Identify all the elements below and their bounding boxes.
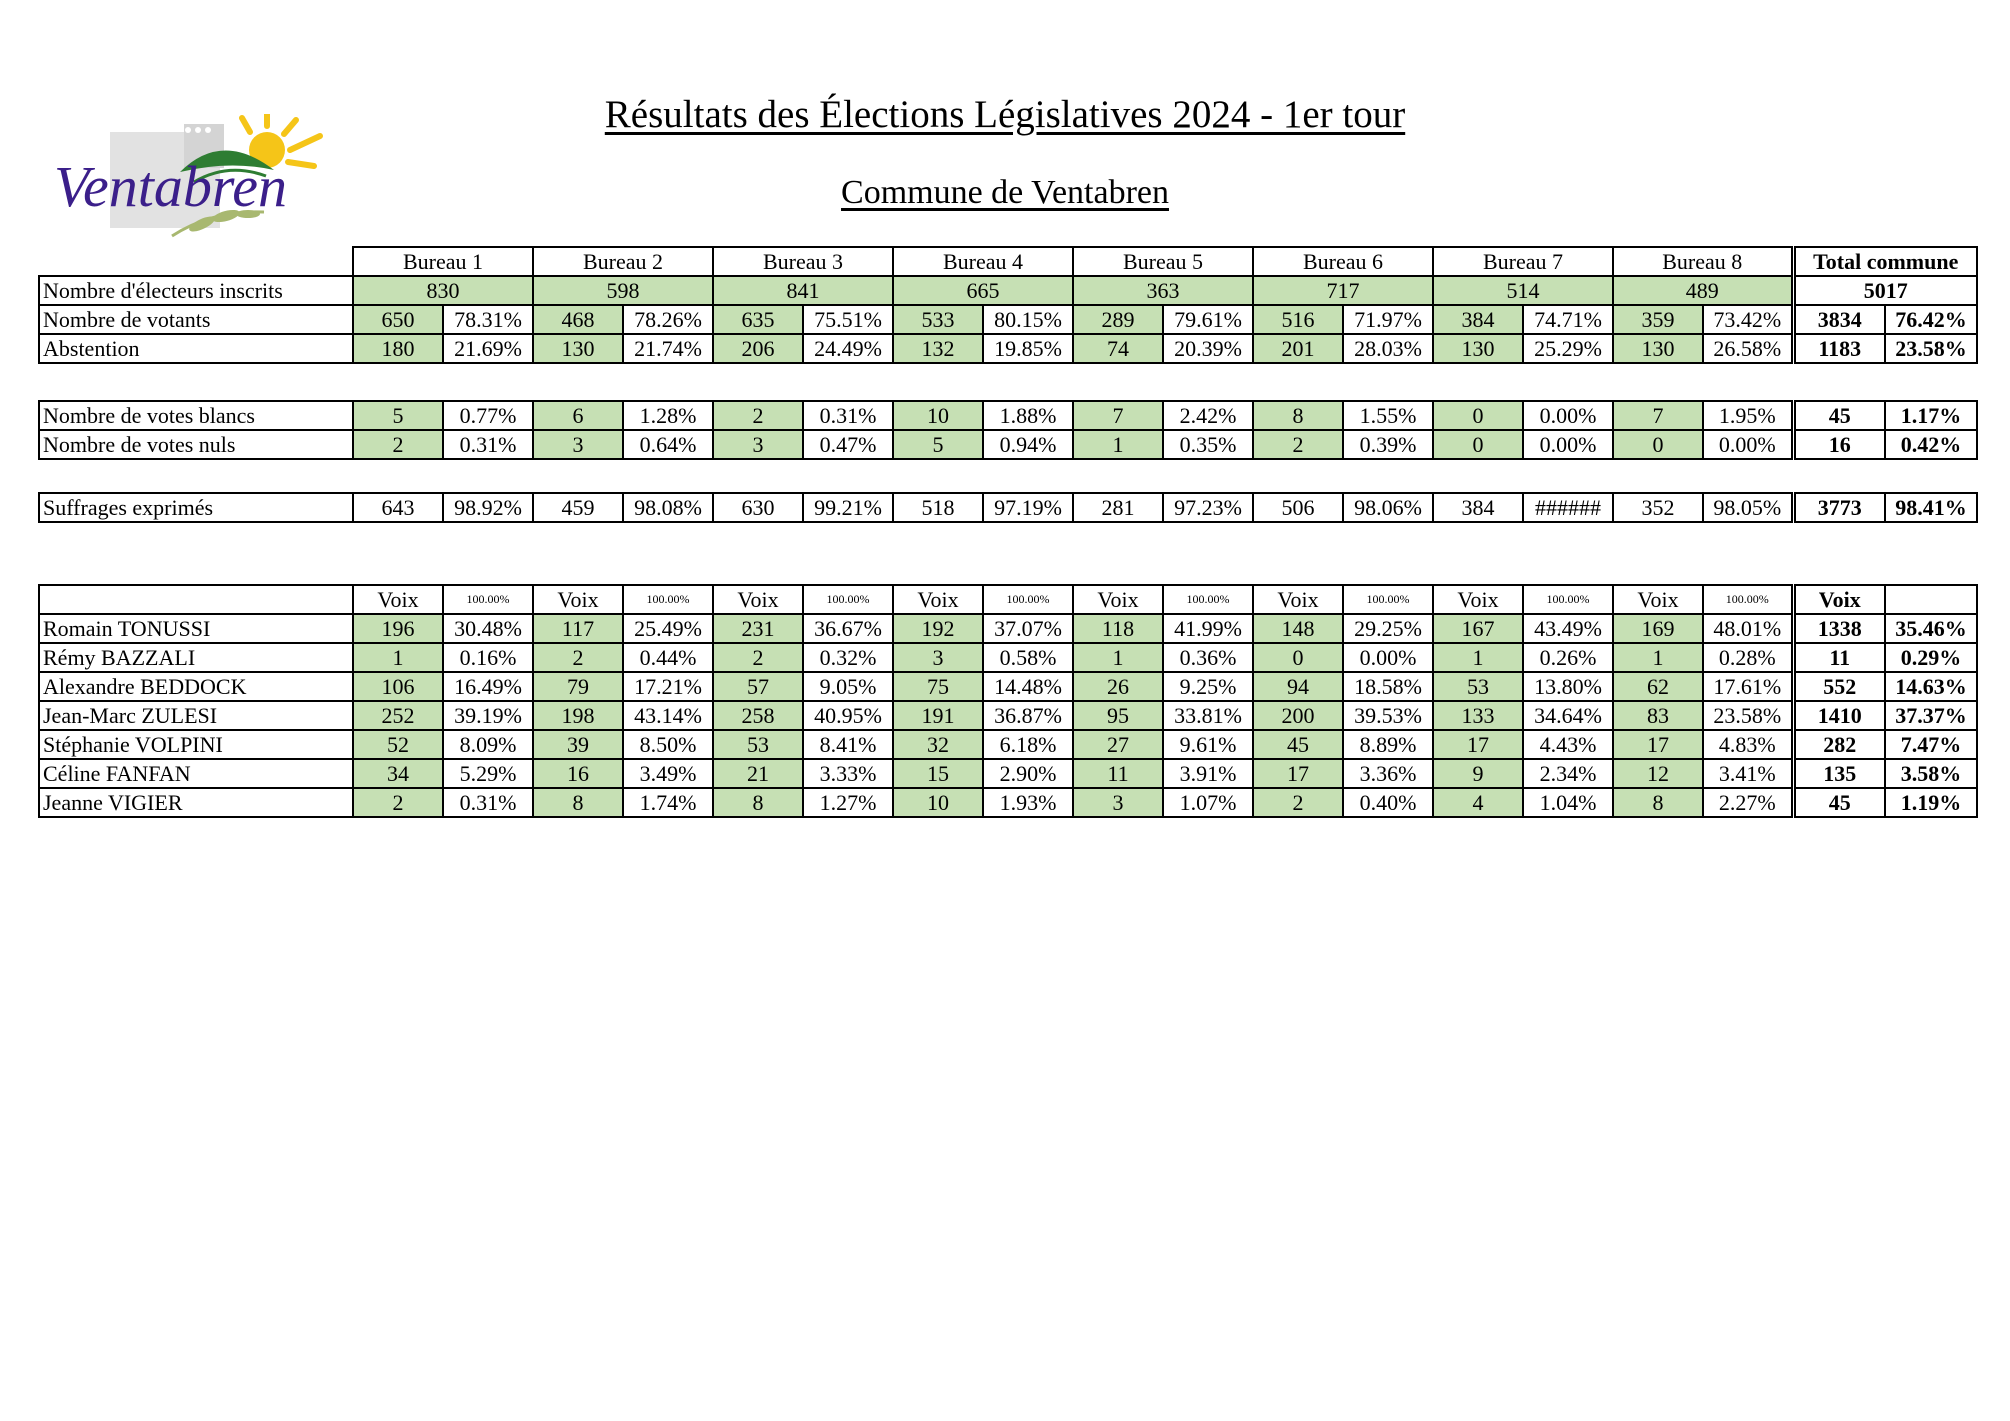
candidate-percent: 1.07% <box>1163 788 1253 817</box>
bureau-count: 533 <box>893 305 983 334</box>
bureau-count: 841 <box>713 276 893 305</box>
total-count: 45 <box>1793 401 1885 430</box>
candidate-name: Rémy BAZZALI <box>39 643 353 672</box>
candidate-percent: 0.00% <box>1343 643 1433 672</box>
bureau-header: Bureau 6 <box>1253 247 1433 276</box>
candidate-row <box>39 730 1977 759</box>
candidate-total-votes: 135 <box>1793 759 1885 788</box>
percent-header: 100.00% <box>983 585 1073 614</box>
empty-corner <box>39 247 353 276</box>
candidate-percent: 18.58% <box>1343 672 1433 701</box>
bureau-count: 384 <box>1433 493 1523 522</box>
candidate-name: Stéphanie VOLPINI <box>39 730 353 759</box>
bureau-count: 5 <box>893 430 983 459</box>
candidate-votes: 9 <box>1433 759 1523 788</box>
bureau-count: 2 <box>1253 430 1343 459</box>
candidate-percent: 0.40% <box>1343 788 1433 817</box>
candidate-percent: 9.25% <box>1163 672 1253 701</box>
bureau-header-row <box>39 247 1977 276</box>
candidate-votes: 10 <box>893 788 983 817</box>
bureau-percent: 28.03% <box>1343 334 1433 363</box>
bureau-percent: 26.58% <box>1703 334 1793 363</box>
bureau-count: 635 <box>713 305 803 334</box>
voix-header: Voix <box>353 585 443 614</box>
bureau-percent: 0.64% <box>623 430 713 459</box>
candidate-percent: 3.33% <box>803 759 893 788</box>
percent-header: 100.00% <box>1163 585 1253 614</box>
candidate-percent: 0.32% <box>803 643 893 672</box>
bureau-count: 506 <box>1253 493 1343 522</box>
total-percent: 98.41% <box>1885 493 1977 522</box>
total-count: 3834 <box>1793 305 1885 334</box>
candidate-total-percent: 35.46% <box>1885 614 1977 643</box>
candidate-row <box>39 701 1977 730</box>
total-count: 3773 <box>1793 493 1885 522</box>
bureau-percent: 21.69% <box>443 334 533 363</box>
abstention-row <box>39 334 1977 363</box>
candidate-total-votes: 1410 <box>1793 701 1885 730</box>
candidate-percent: 9.61% <box>1163 730 1253 759</box>
candidate-votes: 1 <box>353 643 443 672</box>
bureau-percent: 24.49% <box>803 334 893 363</box>
candidate-votes: 16 <box>533 759 623 788</box>
candidate-percent: 43.49% <box>1523 614 1613 643</box>
candidate-votes: 133 <box>1433 701 1523 730</box>
bureau-percent: 78.31% <box>443 305 533 334</box>
bureau-percent: 0.77% <box>443 401 533 430</box>
bureau-header: Bureau 2 <box>533 247 713 276</box>
candidate-votes: 192 <box>893 614 983 643</box>
bureau-percent: 75.51% <box>803 305 893 334</box>
total-percent: 0.42% <box>1885 430 1977 459</box>
candidate-percent: 8.89% <box>1343 730 1433 759</box>
candidate-percent: 3.41% <box>1703 759 1793 788</box>
percent-header: 100.00% <box>803 585 893 614</box>
empty-corner <box>39 585 353 614</box>
voix-header: Voix <box>713 585 803 614</box>
candidate-percent: 0.58% <box>983 643 1073 672</box>
candidate-votes: 53 <box>1433 672 1523 701</box>
percent-header: 100.00% <box>1703 585 1793 614</box>
bureau-count: 0 <box>1433 430 1523 459</box>
bureau-header: Bureau 8 <box>1613 247 1793 276</box>
bureau-percent: 20.39% <box>1163 334 1253 363</box>
bureau-percent: 0.00% <box>1523 401 1613 430</box>
candidate-votes: 26 <box>1073 672 1163 701</box>
candidate-percent: 25.49% <box>623 614 713 643</box>
bureau-percent: 21.74% <box>623 334 713 363</box>
candidate-percent: 36.67% <box>803 614 893 643</box>
page-subtitle: Commune de Ventabren <box>841 174 1169 211</box>
candidate-percent: 43.14% <box>623 701 713 730</box>
bureau-percent: 0.00% <box>1703 430 1793 459</box>
row-label: Suffrages exprimés <box>39 493 353 522</box>
candidate-percent: 39.53% <box>1343 701 1433 730</box>
bureau-count: 3 <box>713 430 803 459</box>
bureau-count: 201 <box>1253 334 1343 363</box>
candidate-percent: 3.36% <box>1343 759 1433 788</box>
candidate-total-percent: 0.29% <box>1885 643 1977 672</box>
candidate-row <box>39 672 1977 701</box>
candidate-total-percent: 3.58% <box>1885 759 1977 788</box>
candidate-votes: 169 <box>1613 614 1703 643</box>
candidate-name: Jeanne VIGIER <box>39 788 353 817</box>
row-label: Nombre de votes blancs <box>39 401 353 430</box>
candidate-votes: 2 <box>1253 788 1343 817</box>
candidate-percent: 30.48% <box>443 614 533 643</box>
candidate-votes: 0 <box>1253 643 1343 672</box>
bureau-count: 643 <box>353 493 443 522</box>
bureau-count: 10 <box>893 401 983 430</box>
candidate-votes: 231 <box>713 614 803 643</box>
candidate-votes: 21 <box>713 759 803 788</box>
total-count: 16 <box>1793 430 1885 459</box>
bureau-count: 2 <box>353 430 443 459</box>
candidate-percent: 34.64% <box>1523 701 1613 730</box>
bureau-count: 630 <box>713 493 803 522</box>
voix-header: Voix <box>893 585 983 614</box>
expressed-votes-table <box>38 492 1978 523</box>
bureau-percent: 97.23% <box>1163 493 1253 522</box>
candidate-row <box>39 643 1977 672</box>
candidate-percent: 0.16% <box>443 643 533 672</box>
candidate-votes: 8 <box>1613 788 1703 817</box>
candidate-votes: 118 <box>1073 614 1163 643</box>
bureau-count: 0 <box>1613 430 1703 459</box>
candidate-percent: 0.28% <box>1703 643 1793 672</box>
bureau-count: 5 <box>353 401 443 430</box>
bureau-count: 289 <box>1073 305 1163 334</box>
candidate-percent: 36.87% <box>983 701 1073 730</box>
nuls-row <box>39 430 1977 459</box>
candidate-percent: 2.34% <box>1523 759 1613 788</box>
bureau-header: Bureau 4 <box>893 247 1073 276</box>
candidate-votes: 34 <box>353 759 443 788</box>
candidate-votes: 106 <box>353 672 443 701</box>
bureau-count: 130 <box>533 334 623 363</box>
bureau-percent: 98.08% <box>623 493 713 522</box>
percent-header: 100.00% <box>1343 585 1433 614</box>
bureau-count: 130 <box>1613 334 1703 363</box>
candidate-percent: 23.58% <box>1703 701 1793 730</box>
candidate-votes: 83 <box>1613 701 1703 730</box>
candidate-total-percent: 14.63% <box>1885 672 1977 701</box>
candidate-votes: 8 <box>533 788 623 817</box>
candidate-percent: 17.61% <box>1703 672 1793 701</box>
bureau-count: 518 <box>893 493 983 522</box>
candidate-total-votes: 11 <box>1793 643 1885 672</box>
candidate-total-votes: 45 <box>1793 788 1885 817</box>
bureau-percent: 19.85% <box>983 334 1073 363</box>
bureau-percent: 25.29% <box>1523 334 1613 363</box>
bureau-percent: 80.15% <box>983 305 1073 334</box>
total-header: Total commune <box>1793 247 1977 276</box>
candidate-total-percent: 37.37% <box>1885 701 1977 730</box>
candidate-percent: 1.93% <box>983 788 1073 817</box>
row-label: Nombre de votes nuls <box>39 430 353 459</box>
total-percent: 1.17% <box>1885 401 1977 430</box>
bureau-count: 352 <box>1613 493 1703 522</box>
bureau-percent: 78.26% <box>623 305 713 334</box>
total-voix-header: Voix <box>1793 585 1885 614</box>
bureau-percent: 71.97% <box>1343 305 1433 334</box>
blank-null-votes-table <box>38 400 1978 460</box>
candidate-total-percent: 7.47% <box>1885 730 1977 759</box>
candidate-votes: 11 <box>1073 759 1163 788</box>
row-label: Nombre d'électeurs inscrits <box>39 276 353 305</box>
candidate-votes: 191 <box>893 701 983 730</box>
candidate-name: Céline FANFAN <box>39 759 353 788</box>
bureau-count: 598 <box>533 276 713 305</box>
bureau-percent: 0.94% <box>983 430 1073 459</box>
candidate-percent: 2.90% <box>983 759 1073 788</box>
candidate-votes: 2 <box>533 643 623 672</box>
candidate-votes: 75 <box>893 672 983 701</box>
bureau-count: 665 <box>893 276 1073 305</box>
bureau-percent: 0.47% <box>803 430 893 459</box>
bureau-percent: 1.28% <box>623 401 713 430</box>
candidate-votes: 8 <box>713 788 803 817</box>
candidate-votes: 95 <box>1073 701 1163 730</box>
bureau-count: 489 <box>1613 276 1793 305</box>
total-percent: 23.58% <box>1885 334 1977 363</box>
candidate-votes: 94 <box>1253 672 1343 701</box>
bureau-percent: 98.06% <box>1343 493 1433 522</box>
candidate-votes: 32 <box>893 730 983 759</box>
candidate-votes: 4 <box>1433 788 1523 817</box>
bureau-percent: 73.42% <box>1703 305 1793 334</box>
bureau-count: 180 <box>353 334 443 363</box>
bureau-count: 514 <box>1433 276 1613 305</box>
bureau-percent: 79.61% <box>1163 305 1253 334</box>
candidate-votes: 117 <box>533 614 623 643</box>
bureau-header: Bureau 5 <box>1073 247 1253 276</box>
percent-header: 100.00% <box>443 585 533 614</box>
candidate-results-table <box>38 584 1978 818</box>
bureau-percent: 0.35% <box>1163 430 1253 459</box>
candidate-percent: 2.27% <box>1703 788 1793 817</box>
total-count: 1183 <box>1793 334 1885 363</box>
candidate-votes: 196 <box>353 614 443 643</box>
bureau-percent: 0.39% <box>1343 430 1433 459</box>
candidate-percent: 16.49% <box>443 672 533 701</box>
percent-header: 100.00% <box>1523 585 1613 614</box>
candidate-votes: 15 <box>893 759 983 788</box>
bureau-percent: 98.05% <box>1703 493 1793 522</box>
candidate-percent: 6.18% <box>983 730 1073 759</box>
candidate-percent: 29.25% <box>1343 614 1433 643</box>
candidate-row <box>39 788 1977 817</box>
candidate-votes: 57 <box>713 672 803 701</box>
candidate-votes: 200 <box>1253 701 1343 730</box>
candidate-percent: 8.41% <box>803 730 893 759</box>
bureau-count: 384 <box>1433 305 1523 334</box>
candidate-total-votes: 552 <box>1793 672 1885 701</box>
bureau-count: 459 <box>533 493 623 522</box>
candidate-percent: 48.01% <box>1703 614 1793 643</box>
bureau-count: 717 <box>1253 276 1433 305</box>
bureau-count: 7 <box>1613 401 1703 430</box>
bureau-percent: 99.21% <box>803 493 893 522</box>
candidate-votes: 17 <box>1253 759 1343 788</box>
candidate-row <box>39 614 1977 643</box>
bureau-count: 650 <box>353 305 443 334</box>
bureau-header: Bureau 1 <box>353 247 533 276</box>
participation-table <box>38 246 1978 364</box>
voix-header: Voix <box>1433 585 1523 614</box>
bureau-count: 3 <box>533 430 623 459</box>
candidate-total-votes: 282 <box>1793 730 1885 759</box>
bureau-count: 0 <box>1433 401 1523 430</box>
voix-header: Voix <box>1253 585 1343 614</box>
voix-header: Voix <box>1073 585 1163 614</box>
page-title: Résultats des Élections Législatives 2024 - 1er tour <box>604 93 1406 136</box>
bureau-count: 516 <box>1253 305 1343 334</box>
candidate-percent: 14.48% <box>983 672 1073 701</box>
bureau-count: 281 <box>1073 493 1163 522</box>
voix-header: Voix <box>1613 585 1703 614</box>
bureau-count: 206 <box>713 334 803 363</box>
candidate-votes: 27 <box>1073 730 1163 759</box>
candidate-percent: 8.09% <box>443 730 533 759</box>
candidate-percent: 39.19% <box>443 701 533 730</box>
bureau-percent: 0.31% <box>443 430 533 459</box>
candidate-votes: 167 <box>1433 614 1523 643</box>
candidate-votes: 53 <box>713 730 803 759</box>
candidate-votes: 1 <box>1073 643 1163 672</box>
bureau-count: 359 <box>1613 305 1703 334</box>
candidate-percent: 1.04% <box>1523 788 1613 817</box>
candidate-votes: 2 <box>713 643 803 672</box>
bureau-percent: ###### <box>1523 493 1613 522</box>
candidate-percent: 0.26% <box>1523 643 1613 672</box>
candidate-percent: 4.83% <box>1703 730 1793 759</box>
candidate-percent: 1.74% <box>623 788 713 817</box>
candidate-percent: 37.07% <box>983 614 1073 643</box>
bureau-count: 830 <box>353 276 533 305</box>
exprimes-row <box>39 493 1977 522</box>
candidate-percent: 3.49% <box>623 759 713 788</box>
candidate-percent: 8.50% <box>623 730 713 759</box>
bureau-header: Bureau 3 <box>713 247 893 276</box>
candidate-percent: 13.80% <box>1523 672 1613 701</box>
bureau-header: Bureau 7 <box>1433 247 1613 276</box>
candidate-votes: 39 <box>533 730 623 759</box>
bureau-count: 363 <box>1073 276 1253 305</box>
empty-cell <box>1885 585 1977 614</box>
candidate-percent: 3.91% <box>1163 759 1253 788</box>
bureau-percent: 1.55% <box>1343 401 1433 430</box>
candidate-votes: 79 <box>533 672 623 701</box>
candidate-votes: 3 <box>1073 788 1163 817</box>
ventabren-logo <box>52 114 332 250</box>
bureau-count: 1 <box>1073 430 1163 459</box>
bureau-count: 468 <box>533 305 623 334</box>
candidate-total-percent: 1.19% <box>1885 788 1977 817</box>
bureau-count: 7 <box>1073 401 1163 430</box>
candidate-votes: 1 <box>1613 643 1703 672</box>
candidate-votes: 1 <box>1433 643 1523 672</box>
candidate-percent: 40.95% <box>803 701 893 730</box>
bureau-count: 6 <box>533 401 623 430</box>
candidate-votes: 252 <box>353 701 443 730</box>
bureau-count: 132 <box>893 334 983 363</box>
candidate-percent: 33.81% <box>1163 701 1253 730</box>
bureau-percent: 97.19% <box>983 493 1073 522</box>
candidate-percent: 0.36% <box>1163 643 1253 672</box>
candidate-votes: 258 <box>713 701 803 730</box>
candidate-percent: 4.43% <box>1523 730 1613 759</box>
candidate-percent: 17.21% <box>623 672 713 701</box>
bureau-count: 2 <box>713 401 803 430</box>
candidate-votes: 2 <box>353 788 443 817</box>
total-percent: 76.42% <box>1885 305 1977 334</box>
candidate-votes: 3 <box>893 643 983 672</box>
candidate-votes: 198 <box>533 701 623 730</box>
bureau-percent: 0.00% <box>1523 430 1613 459</box>
candidate-percent: 0.31% <box>443 788 533 817</box>
candidate-votes: 17 <box>1613 730 1703 759</box>
candidate-percent: 9.05% <box>803 672 893 701</box>
candidate-row <box>39 759 1977 788</box>
blancs-row <box>39 401 1977 430</box>
candidate-percent: 0.44% <box>623 643 713 672</box>
bureau-percent: 2.42% <box>1163 401 1253 430</box>
votants-row <box>39 305 1977 334</box>
candidate-name: Alexandre BEDDOCK <box>39 672 353 701</box>
candidate-votes: 17 <box>1433 730 1523 759</box>
inscrits-row <box>39 276 1977 305</box>
candidate-votes: 45 <box>1253 730 1343 759</box>
row-label: Abstention <box>39 334 353 363</box>
candidate-votes: 148 <box>1253 614 1343 643</box>
bureau-count: 8 <box>1253 401 1343 430</box>
total-count: 5017 <box>1793 276 1977 305</box>
candidate-total-votes: 1338 <box>1793 614 1885 643</box>
svg-text:Ventabren: Ventabren <box>54 154 288 219</box>
candidate-name: Romain TONUSSI <box>39 614 353 643</box>
row-label: Nombre de votants <box>39 305 353 334</box>
candidate-percent: 1.27% <box>803 788 893 817</box>
percent-header: 100.00% <box>623 585 713 614</box>
bureau-percent: 1.95% <box>1703 401 1793 430</box>
bureau-percent: 98.92% <box>443 493 533 522</box>
candidate-name: Jean-Marc ZULESI <box>39 701 353 730</box>
candidate-votes: 62 <box>1613 672 1703 701</box>
candidate-percent: 41.99% <box>1163 614 1253 643</box>
candidate-votes: 12 <box>1613 759 1703 788</box>
bureau-percent: 74.71% <box>1523 305 1613 334</box>
bureau-percent: 1.88% <box>983 401 1073 430</box>
bureau-count: 74 <box>1073 334 1163 363</box>
candidate-percent: 5.29% <box>443 759 533 788</box>
bureau-percent: 0.31% <box>803 401 893 430</box>
bureau-count: 130 <box>1433 334 1523 363</box>
voix-header-row <box>39 585 1977 614</box>
voix-header: Voix <box>533 585 623 614</box>
candidate-votes: 52 <box>353 730 443 759</box>
